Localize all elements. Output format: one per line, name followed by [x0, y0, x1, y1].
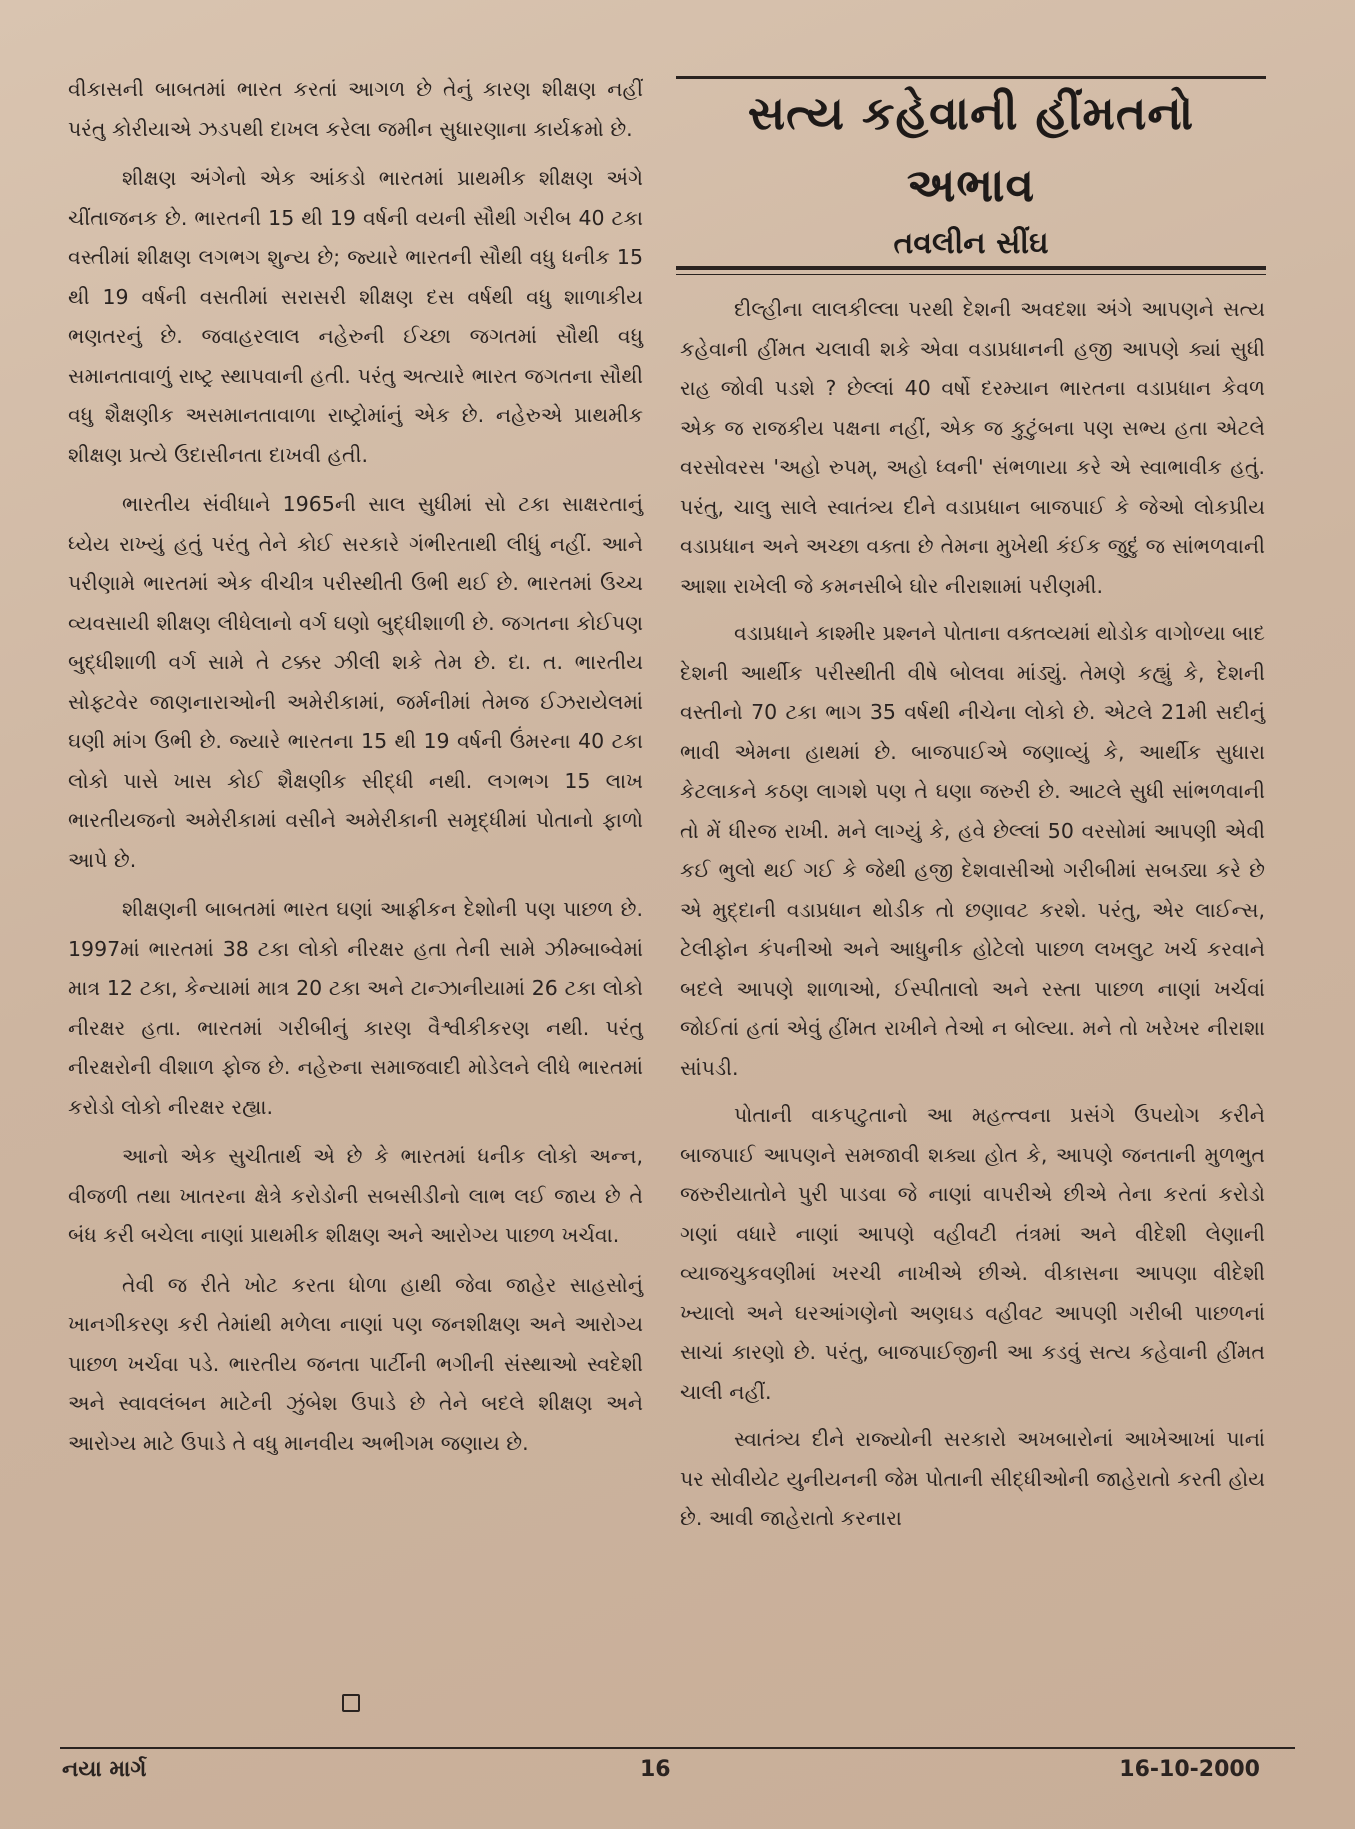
- page-number: 16: [640, 1757, 671, 1782]
- right-column: [680, 290, 1265, 1547]
- issue-date: 16-10-2000: [1119, 1757, 1260, 1782]
- end-of-article-mark: [342, 1694, 360, 1712]
- divider: [676, 266, 1266, 270]
- paragraph: સ્વાતંત્ર્ય દીને રાજ્યોની સરકારો અખબારોનાં આખેઆખાં પાનાં પર સોવીયેટ યુનીયનની જેમ પોતાની સીદ્ધીઓની જાહેરાતો કરતી હોય છે. આવી જાહેરાતો કરનારા: [680, 1427, 1265, 1530]
- paragraph: તેવી જ રીતે ખોટ કરતા ધોળા હાથી જેવા જાહેર સાહસોનું ખાનગીકરણ કરી તેમાંથી મળેલા નાણાં પણ જનશીક્ષણ અને આરોગ્ય પાછળ ખર્ચવા પડે. ભારતીય જનતા પાર્ટીની ભગીની સંસ્થાઓ સ્વદેશી અને સ્વાવલંબન માટેની ઝુંબેશ ઉપાડે છે તેને બદલે શીક્ષણ અને આરોગ્ય માટે ઉપાડે તે વધુ માનવીય અભીગમ જણાય છે.: [68, 1272, 643, 1455]
- paragraph: દીલ્હીના લાલકીલ્લા પરથી દેશની અવદશા અંગે આપણને સત્ય કહેવાની હીંમત ચલાવી શકે એવા વડાપ્રધાનની હજી આપણે ક્યાં સુધી રાહ જોવી પડશે ? છેલ્લાં 40 વર્ષો દરમ્યાન ભારતના વડાપ્રધાન કેવળ એક જ રાજકીય પક્ષના નહીં, એક જ કુટુંબના પણ સભ્ય હતા એટલે વરસોવરસ 'અહો રુપમ્, અહો ધ્વની' સંભળાયા કરે એ સ્વાભાવીક હતું. પરંતુ, ચાલુ સાલે સ્વાતંત્ર્ય દીને વડાપ્રધાન બાજપાઈ કે જેઓ લોકપ્રીય વડાપ્રધાન અને અચ્છા વક્તા છે તેમના મુખેથી કંઈક જુદું જ સાંભળવાની આશા રાખેલી જે કમનસીબે ઘોર નીરાશામાં પરીણમી.: [680, 297, 1265, 598]
- paragraph: વડાપ્રધાને કાશ્મીર પ્રશ્નને પોતાના વક્તવ્યમાં થોડોક વાગોળ્યા બાદ દેશની આર્થીક પરીસ્થીતી વીષે બોલવા માંડ્યું. તેમણે કહ્યું કે, દેશની વસ્તીનો 70 ટકા ભાગ 35 વર્ષથી નીચેના લોકો છે. એટલે 21મી સદીનું ભાવી એમના હાથમાં છે. બાજપાઈએ જણાવ્યું કે, આર્થીક સુધારા કેટલાકને કઠણ લાગશે પણ તે ઘણા જરુરી છે. આટલે સુધી સાંભળવાની તો મેં ધીરજ રાખી. મને લાગ્યું કે, હવે છેલ્લાં 50 વરસોમાં આપણી એવી કઈ ભુલો થઈ ગઈ કે જેથી હજી દેશવાસીઓ ગરીબીમાં સબડ્યા કરે છે એ મુદ્દાની વડાપ્રધાન થોડીક તો છણાવટ કરશે. પરંતુ, એર લાઈન્સ, ટેલીફોન કંપનીઓ અને આધુનીક હોટેલો પાછળ લખલુટ ખર્ચ કરવાને બદલે આપણે શાળાઓ, ઈસ્પીતાલો અને રસ્તા પાછળ નાણાં ખર્ચવાં જોઈતાં હતાં એવું હીંમત રાખીને તેઓ ન બોલ્યા. મને તો ખરેખર નીરાશા સાંપડી.: [680, 621, 1265, 1080]
- article-header: [676, 68, 1266, 278]
- footer-divider: [60, 1747, 1295, 1749]
- paragraph: આનો એક સુચીતાર્થ એ છે કે ભારતમાં ધનીક લોકો અન્ન, વીજળી તથા ખાતરના ક્ષેત્રે કરોડોની સબસીડીનો લાભ લઈ જાય છે તે બંધ કરી બચેલા નાણાં પ્રાથમીક શીક્ષણ અને આરોગ્ય પાછળ ખર્ચવા.: [68, 1144, 643, 1247]
- paragraph: ભારતીય સંવીધાને 1965ની સાલ સુધીમાં સો ટકા સાક્ષરતાનું ધ્યેય રાખ્યું હતું પરંતુ તેને કોઈ સરકારે ગંભીરતાથી લીધું નહીં. આને પરીણામે ભારતમાં એક વીચીત્ર પરીસ્થીતી ઉભી થઈ છે. ભારતમાં ઉચ્ચ વ્યવસાયી શીક્ષણ લીધેલાનો વર્ગ ઘણો બુદ્ધીશાળી છે. જગતના કોઈપણ બુદ્ધીશાળી વર્ગ સામે તે ટક્કર ઝીલી શકે તેમ છે. દા. ત. ભારતીય સોફ્ટવેર જાણનારાઓની અમેરીકામાં, જર્મનીમાં તેમજ ઈઝરાયેલમાં ઘણી માંગ ઉભી છે. જ્યારે ભારતના 15 થી 19 વર્ષની ઉંમરના 40 ટકા લોકો પાસે ખાસ કોઈ શૈક્ષણીક સીદ્ધી નથી. લગભગ 15 લાખ ભારતીયજનો અમેરીકામાં વસીને અમેરીકાની સમૃદ્ધીમાં પોતાનો ફાળો આપે છે.: [68, 492, 643, 872]
- paragraph: શીક્ષણની બાબતમાં ભારત ઘણાં આફ્રીકન દેશોની પણ પાછળ છે. 1997માં ભારતમાં 38 ટકા લોકો નીરક્ષર હતા તેની સામે ઝીમ્બાબ્વેમાં માત્ર 12 ટકા, કેન્યામાં માત્ર 20 ટકા અને ટાન્ઝાનીયામાં 26 ટકા લોકો નીરક્ષર હતા. ભારતમાં ગરીબીનું કારણ વૈશ્વીકીકરણ નથી. પરંતુ નીરક્ષરોની વીશાળ ફોજ છે. નહેરુના સમાજવાદી મોડેલને લીધે ભારતમાં કરોડો લોકો નીરક્ષર રહ્યા.: [68, 897, 643, 1119]
- article-title-continued: અભાવ: [906, 158, 1036, 212]
- article-author: તવલીન સીંઘ: [893, 226, 1049, 261]
- paragraph: વીકાસની બાબતમાં ભારત કરતાં આગળ છે તેનું કારણ શીક્ષણ નહીં પરંતુ કોરીયાએ ઝડપથી દાખલ કરેલા જમીન સુધારણાના કાર્યક્રમો છે.: [68, 77, 643, 141]
- divider: [676, 274, 1266, 275]
- article-title: સત્ય કહેવાની હીંમતનો: [747, 86, 1195, 140]
- divider: [676, 76, 1266, 79]
- paragraph: પોતાની વાકપટુતાનો આ મહત્ત્વના પ્રસંગે ઉપયોગ કરીને બાજપાઈ આપણને સમજાવી શક્યા હોત કે, આપણે જનતાની મુળભુત જરુરીયાતોને પુરી પાડવા જે નાણાં વાપરીએ છીએ તેના કરતાં કરોડો ગણાં વધારે નાણાં આપણે વહીવટી તંત્રમાં અને વીદેશી લેણાની વ્યાજચુકવણીમાં ખરચી નાખીએ છીએ. વીકાસના આપણા વીદેશી ખ્યાલો અને ઘરઆંગણેનો અણઘડ વહીવટ આપણી ગરીબી પાછળનાં સાચાં કારણો છે. પરંતુ, બાજપાઈજીની આ કડવું સત્ય કહેવાની હીંમત ચાલી નહીં.: [680, 1103, 1265, 1404]
- publication-name: નયા માર્ગ: [62, 1757, 147, 1782]
- paragraph: શીક્ષણ અંગેનો એક આંકડો ભારતમાં પ્રાથમીક શીક્ષણ અંગે ચીંતાજનક છે. ભારતની 15 થી 19 વર્ષની વયની સૌથી ગરીબ 40 ટકા વસ્તીમાં શીક્ષણ લગભગ શુન્ય છે; જ્યારે ભારતની સૌથી વધુ ધનીક 15 થી 19 વર્ષની વસતીમાં સરાસરી શીક્ષણ દસ વર્ષથી વધુ શાળાકીય ભણતરનું છે. જવાહરલાલ નહેરુની ઈચ્છા જગતમાં સૌથી વધુ સમાનતાવાળું રાષ્ટ્ર સ્થાપવાની હતી. પરંતુ અત્યારે ભારત જગતના સૌથી વધુ શૈક્ષણીક અસમાનતાવાળા રાષ્ટ્રોમાંનું એક છે. નહેરુએ પ્રાથમીક શીક્ષણ પ્રત્યે ઉદાસીનતા દાખવી હતી.: [68, 166, 643, 467]
- left-column: [68, 70, 643, 1473]
